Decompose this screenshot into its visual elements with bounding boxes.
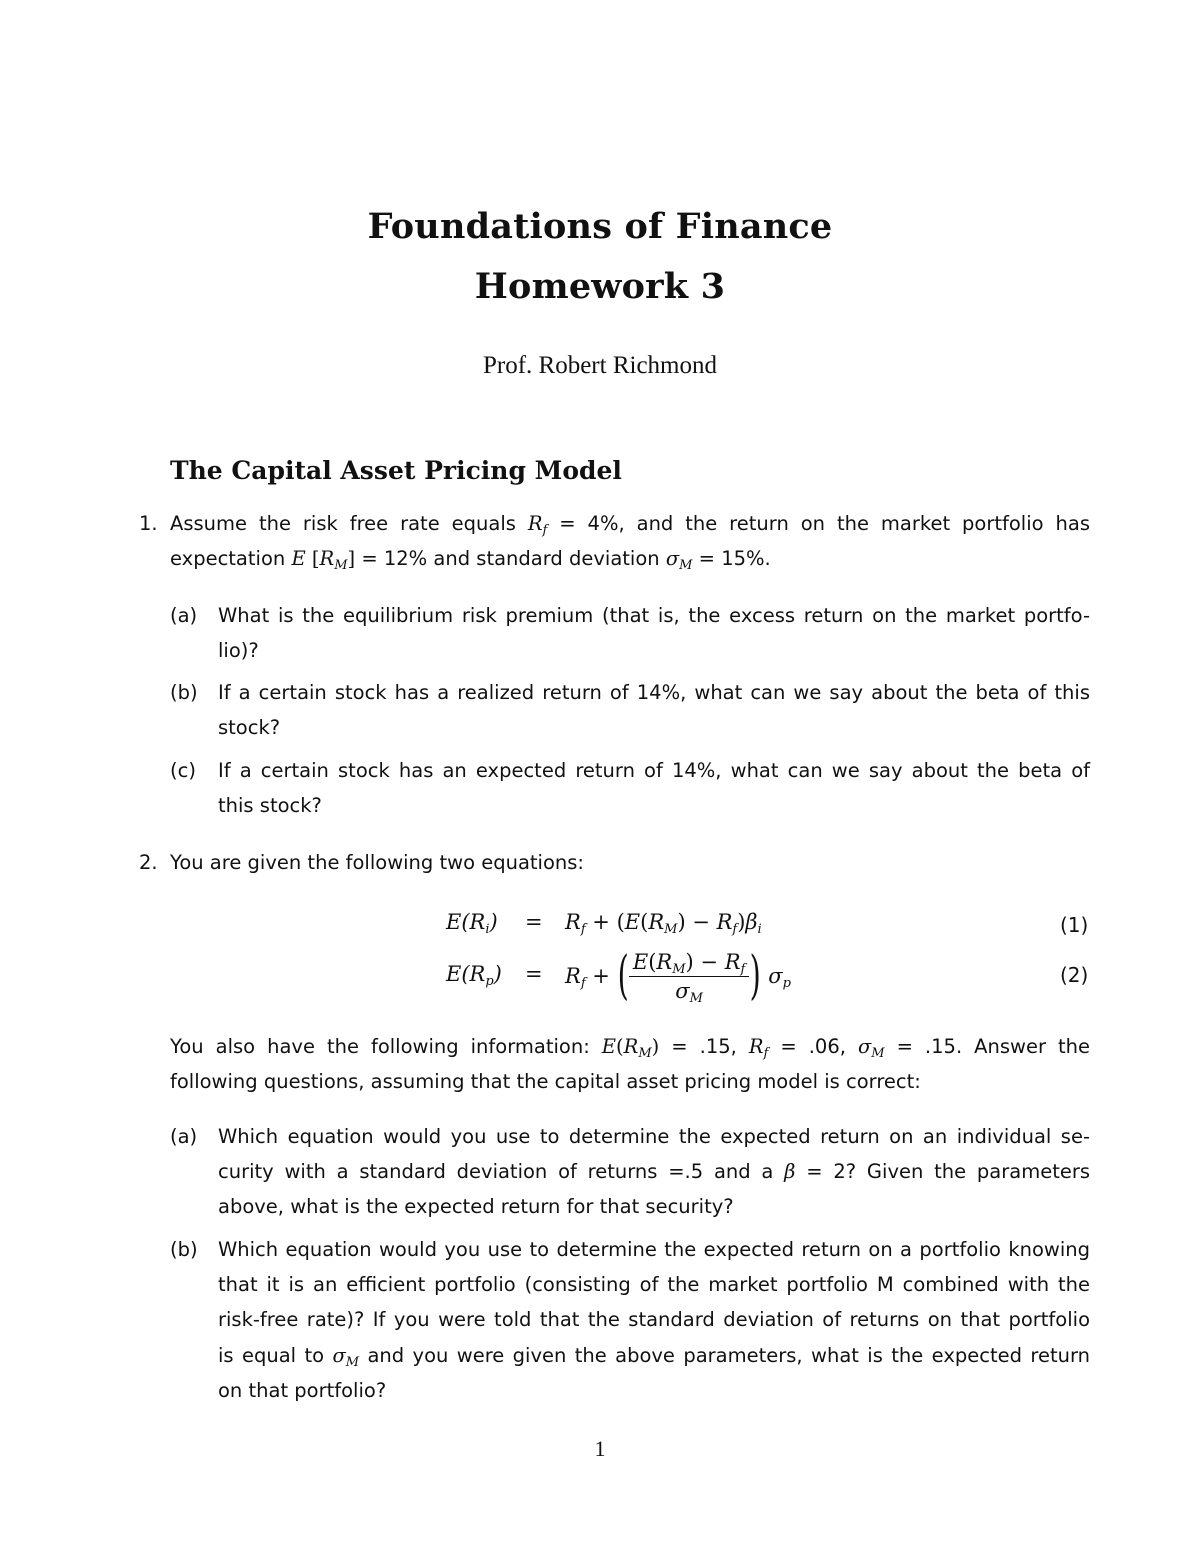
subquestion-text: risk-free rate)? If you were told that the standard deviation of returns on that portfolio <box>218 1308 1090 1331</box>
subquestion-text: stock? <box>218 716 281 739</box>
equation-2: $E(R_p)$ <box>446 962 502 989</box>
equals-sign: = <box>525 962 543 986</box>
subquestion-text: If a certain stock has a realized return of 14%, what can we say about the beta of this <box>218 681 1090 704</box>
subquestion-text: is equal to $\sigma_M$ and you were given the above parameters, what is the expected return <box>218 1344 1090 1370</box>
subquestion-text: above, what is the expected return for that security? <box>218 1195 734 1218</box>
subquestion-text: curity with a standard deviation of returns =.5 and a β = 2? Given the parameters <box>218 1160 1091 1183</box>
subquestion-label: (a) <box>170 1125 198 1148</box>
document-subtitle: Homework 3 <box>474 266 726 307</box>
subquestion-label: (b) <box>170 1238 198 1261</box>
question-text-line: You are given the following two equations: <box>170 851 584 874</box>
subquestion-text: lio)? <box>218 639 259 662</box>
subquestion-text: Which equation would you use to determine the expected return on a portfolio knowing <box>218 1238 1090 1261</box>
section-heading: The Capital Asset Pricing Model <box>170 456 622 485</box>
subquestion-text: What is the equilibrium risk premium (that is, the excess return on the market portfo- <box>218 604 1090 627</box>
equals-sign: = <box>525 910 543 934</box>
subquestion-text: on that portfolio? <box>218 1379 387 1402</box>
equation-1-rhs: $R_f + (E(R_M) - R_f)\beta_i$ <box>565 910 762 937</box>
subquestion-text: Which equation would you use to determine the expected return on an individual se- <box>218 1125 1090 1148</box>
subquestion-label: (b) <box>170 681 198 704</box>
question-text-line: expectation E $[R_M] = 12\%$ and standard deviation $\sigma_M = 15\%$. <box>170 547 771 573</box>
page-number: 1 <box>594 1436 606 1461</box>
equation-number: (2) <box>1060 963 1089 987</box>
subquestion-label: (a) <box>170 604 198 627</box>
subquestion-text: If a certain stock has an expected return of 14%, what can we say about the beta of <box>218 759 1090 782</box>
subquestion-label: (c) <box>170 759 196 782</box>
author: Prof. Robert Richmond <box>482 352 717 379</box>
question-text-line: following questions, assuming that the capital asset pricing model is correct: <box>170 1070 921 1093</box>
equation-number: (1) <box>1060 913 1089 937</box>
question-text-line: You also have the following information: $E(R_M) = .15$, $R_f = .06$, $\sigma_M = .15$. Answer the <box>170 1035 1090 1061</box>
subquestion-text: this stock? <box>218 794 322 817</box>
equation-1: $E(R_i)$ <box>446 910 498 937</box>
question-number: 2. <box>139 851 158 874</box>
subquestion-text: that it is an efficient portfolio (consisting of the market portfolio M combined with the <box>218 1273 1090 1296</box>
equation-2-rhs: $R_f$ + ( $\frac{E(R_M) - R_f}{\sigma_M}$ ) $\sigma_p$ <box>565 946 791 1006</box>
document-title: Foundations of Finance <box>367 206 833 247</box>
question-number: 1. <box>139 512 158 535</box>
question-text-line: Assume the risk free rate equals $R_f = 4\%$, and the return on the market portfolio has <box>170 512 1090 538</box>
